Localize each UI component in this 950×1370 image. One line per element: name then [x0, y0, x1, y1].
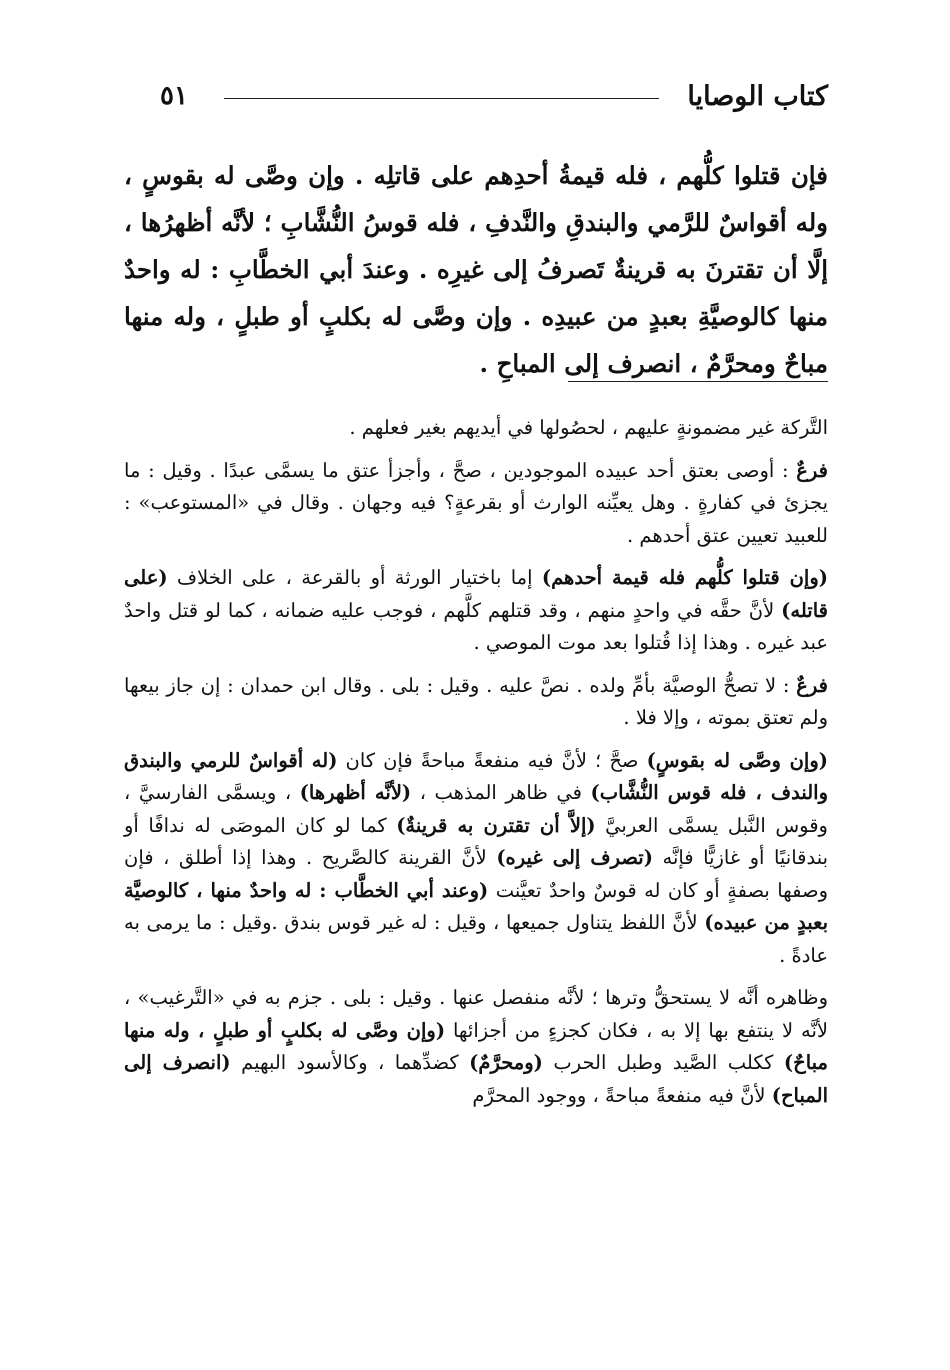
text-run: وظاهره أنَّه لا يستحقُّ وترها ؛ لأنَّه منفصل عنها . وقيل : بلى . جزم به في «التَّرغيب» ، لأنَّه لا ينتفع بها إلا به ، فكان كجزءٍ من أجزائها [124, 986, 828, 1042]
text-run: لأنَّ القرينة كالصَّريح . وهذا إذا أطلق ، فإن وصفها بصفةٍ أو كان له قوسٌ واحدٌ تعيَّنت [124, 846, 828, 902]
text-run: لأنَّ حقَّه في واحدٍ منهم ، وقد قتلهم كلَّهم ، فوجب عليه ضمانه ، كما لو قتل واحدٌ عبد غيره . وهذا إذا قُتلوا بعد موت الموصي . [124, 598, 828, 654]
quoted-matn-run: (وإن وصَّى له بكلبٍ أو طبلٍ ، وله منها مباحٌ) [124, 1018, 828, 1074]
text-run: : أوصى بعتق أحد عبيده الموجودين ، صحَّ ، وأجزأ عتق ما يسمَّى عبدًا . وقيل : ما يجزئ في كفارةٍ . وهل يعيِّنه الوارث أو بقرعةٍ؟ فيه وجهان . وقال في «المستوعب» : للعبيد تعيين عتق أحدهم . [124, 458, 828, 547]
sharh-paragraph [124, 562, 828, 660]
quoted-matn-run: (وإن قتلوا كلُّهم فله قيمة أحدهم) [541, 566, 828, 589]
sharh-paragraph [124, 982, 828, 1112]
quoted-matn-run: فرعٌ [796, 673, 828, 697]
matn-paragraph: فإن قتلوا كلُّهم ، فله قيمةُ أحدِهم على قاتلِه . وإن وصَّى له بقوسٍ ، وله أقواسٌ للرَّمي والبندقِ والنَّدفِ ، فله قوسُ النُّشَّابِ ؛ لأنَّه أظهرُها ، إلَّا أن تقترنَ به قرينةٌ تَصرفُ إلى غيرِه . وعندَ أبي الخطَّابِ : له واحدٌ منها كالوصيَّةِ بعبدٍ من عبيدِه . وإن وصَّى له بكلبٍ أو طبلٍ ، وله منها مباحٌ ومحرَّمٌ ، انصرف إلى المباحِ . [124, 161, 828, 378]
quoted-matn-run: (تصرف إلى غيره) [496, 846, 653, 869]
matn-text [124, 152, 828, 387]
text-run: لأنَّ فيه منفعةً مباحةً ، ووجود المحرَّم [472, 1083, 772, 1107]
footnote-separator [568, 381, 828, 382]
quoted-matn-run: فرعٌ [796, 458, 828, 482]
text-run: لأنَّ اللفظ يتناول جميعها ، وقيل : له غير قوس بندق .وقيل : ما يرمى به عادةً . [124, 911, 828, 967]
quoted-matn-run: (وإن وصَّى له بقوسٍ) [646, 748, 828, 772]
sharh-paragraph [124, 412, 828, 445]
sharh-paragraph [124, 745, 828, 973]
quoted-matn-run: (انصرف إلى المباح) [124, 1051, 828, 1107]
sharh-paragraph [124, 670, 828, 735]
text-run: كضدِّهما ، وكالأسود البهيم [230, 1051, 470, 1074]
text-run: ، ويسمَّى الفارسيَّ ، وقوس النَّبل يسمَّى العربيَّ [124, 781, 828, 837]
quoted-matn-run: (وعند أبي الخطَّاب : له واحدٌ منها ، كالوصيَّة بعبدٍ من عبيده) [124, 878, 828, 934]
text-run: صحَّ ؛ لأنَّ فيه منفعةً مباحةً فإن كان [337, 748, 647, 772]
running-title: كتاب الوصايا [687, 80, 828, 112]
quoted-matn-run: (ومحرَّمٌ) [469, 1051, 543, 1074]
page-number: ٥١ [160, 81, 188, 111]
text-run: : لا تصحُّ الوصيَّة بأمِّ ولده . نصَّ عليه . وقيل : بلى . وقال ابن حمدان : إن جاز بيعها ولم تعتق بموته ، وإلا فلا . [124, 673, 828, 729]
quoted-matn-run: (على قاتله) [124, 566, 828, 622]
sharh-paragraph [124, 455, 828, 553]
text-run: ككلب الصَّيد وطبل الحرب [542, 1051, 784, 1074]
header-rule [224, 98, 659, 99]
quoted-matn-run: (إلاَّ أن تقترن به قرينةٌ) [396, 813, 596, 837]
text-run: التَّركة غير مضمونةٍ عليهم ، لحصُولها في أيديهم بغير فعلهم . [349, 416, 828, 439]
sharh-commentary [124, 412, 828, 1112]
text-run: كما لو كان الموصَى له ندافًا أو بندقانيًا أو غازيًّا فإنَّه [124, 813, 829, 869]
text-run: إما باختيار الورثة أو بالقرعة ، على الخلاف [167, 566, 542, 589]
page-header [160, 74, 828, 118]
quoted-matn-run: (لأنَّه أظهرها) [299, 781, 412, 804]
text-run: في ظاهر المذهب ، [411, 781, 591, 804]
quoted-matn-run: (له أقواسٌ للرمي والبندق والندف ، فله قوس النُّشَّاب) [124, 748, 829, 804]
